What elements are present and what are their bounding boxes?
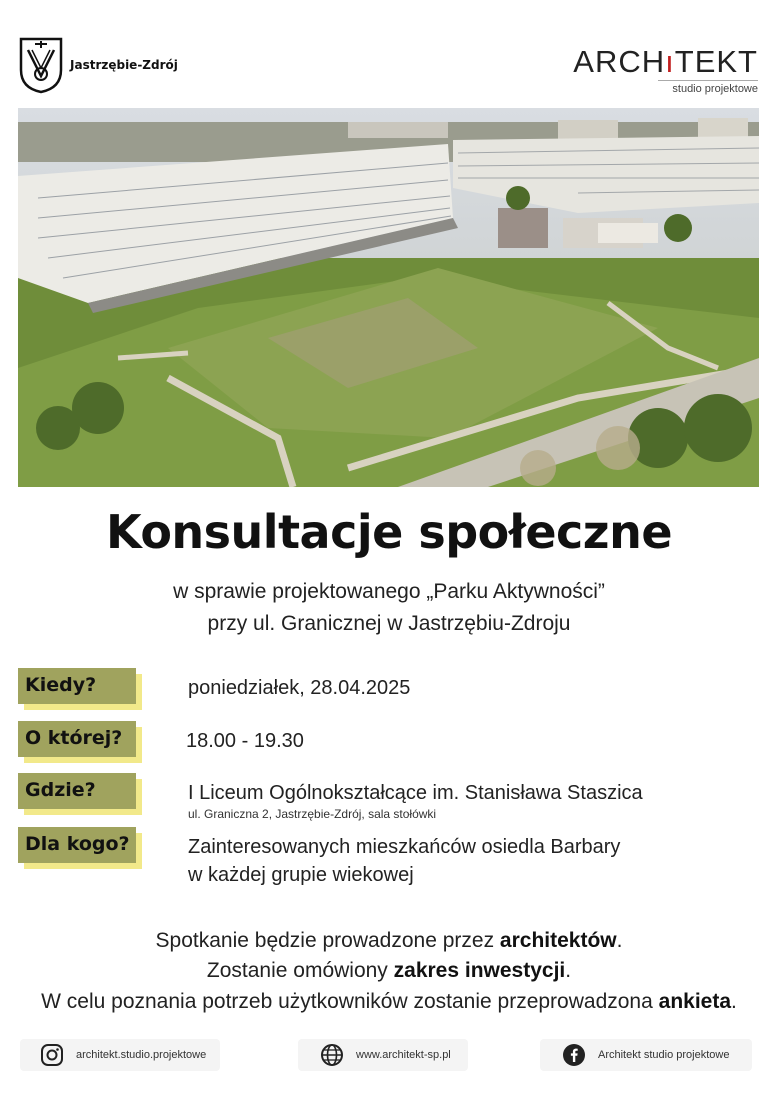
closing-line-1 xyxy=(0,929,778,953)
closing-line-2-end: . xyxy=(565,959,572,982)
website-url: www.architekt-sp.pl xyxy=(356,1049,451,1061)
closing-line-1-text: Spotkanie będzie prowadzone przez xyxy=(155,929,500,952)
studio-subtitle: studio projektowe xyxy=(658,80,758,95)
studio-wordmark-accent: ı xyxy=(665,44,675,79)
city-logo xyxy=(18,36,178,94)
when-value: poniedziałek, 28.04.2025 xyxy=(188,677,411,699)
closing-line-2-text: Zostanie omówiony xyxy=(206,959,394,982)
studio-wordmark-part1: ARCH xyxy=(573,44,666,79)
closing-line-3-end: . xyxy=(731,990,737,1013)
where-value: I Liceum Ogólnokształcące im. Stanisława Staszica xyxy=(188,782,643,804)
label-where xyxy=(18,773,136,809)
aerial-photo-illustration xyxy=(18,108,759,487)
who-value-line-1: Zainteresowanych mieszkańców osiedla Barbary xyxy=(188,836,621,858)
closing-line-3-text: W celu poznania potrzeb użytkowników zostanie przeprowadzona xyxy=(41,990,659,1013)
subtitle-line-2: przy ul. Granicznej w Jastrzębiu-Zdroju xyxy=(207,612,571,635)
label-who-text: Dla kogo? xyxy=(25,833,130,855)
facebook-page: Architekt studio projektowe xyxy=(598,1049,730,1061)
footer-instagram[interactable] xyxy=(20,1039,220,1071)
closing-line-2 xyxy=(0,959,778,983)
instagram-icon xyxy=(40,1043,64,1067)
studio-logo xyxy=(573,46,758,97)
footer-website[interactable] xyxy=(298,1039,468,1071)
closing-line-3-bold: ankieta xyxy=(658,990,732,1013)
city-crest-icon xyxy=(18,36,64,94)
instagram-handle: architekt.studio.projektowe xyxy=(76,1049,207,1061)
closing-line-1-bold: architektów xyxy=(499,929,617,952)
footer-facebook[interactable] xyxy=(540,1039,752,1071)
globe-icon xyxy=(320,1043,344,1067)
where-detail: ul. Graniczna 2, Jastrzębie-Zdrój, sala stołówki xyxy=(188,807,437,821)
label-time xyxy=(18,721,136,757)
label-time-text: O której? xyxy=(25,727,123,749)
closing-line-1-end: . xyxy=(616,929,623,952)
closing-line-2-bold: zakres inwestycji xyxy=(393,959,566,982)
who-value-line-2: w każdej grupie wiekowej xyxy=(188,864,414,886)
studio-wordmark xyxy=(573,46,758,78)
label-when-text: Kiedy? xyxy=(25,674,97,696)
time-value: 18.00 - 19.30 xyxy=(186,730,304,752)
facebook-icon xyxy=(562,1043,586,1067)
aerial-photo xyxy=(18,108,759,487)
label-where-text: Gdzie? xyxy=(25,779,96,801)
city-name: Jastrzębie-Zdrój xyxy=(70,58,178,72)
label-when xyxy=(18,668,136,704)
closing-line-3 xyxy=(0,990,778,1014)
main-title: Konsultacje społeczne xyxy=(105,505,673,559)
label-who xyxy=(18,827,136,863)
subtitle-line-1: w sprawie projektowanego „Parku Aktywności” xyxy=(173,580,605,603)
studio-wordmark-part2: TEKT xyxy=(674,44,758,79)
